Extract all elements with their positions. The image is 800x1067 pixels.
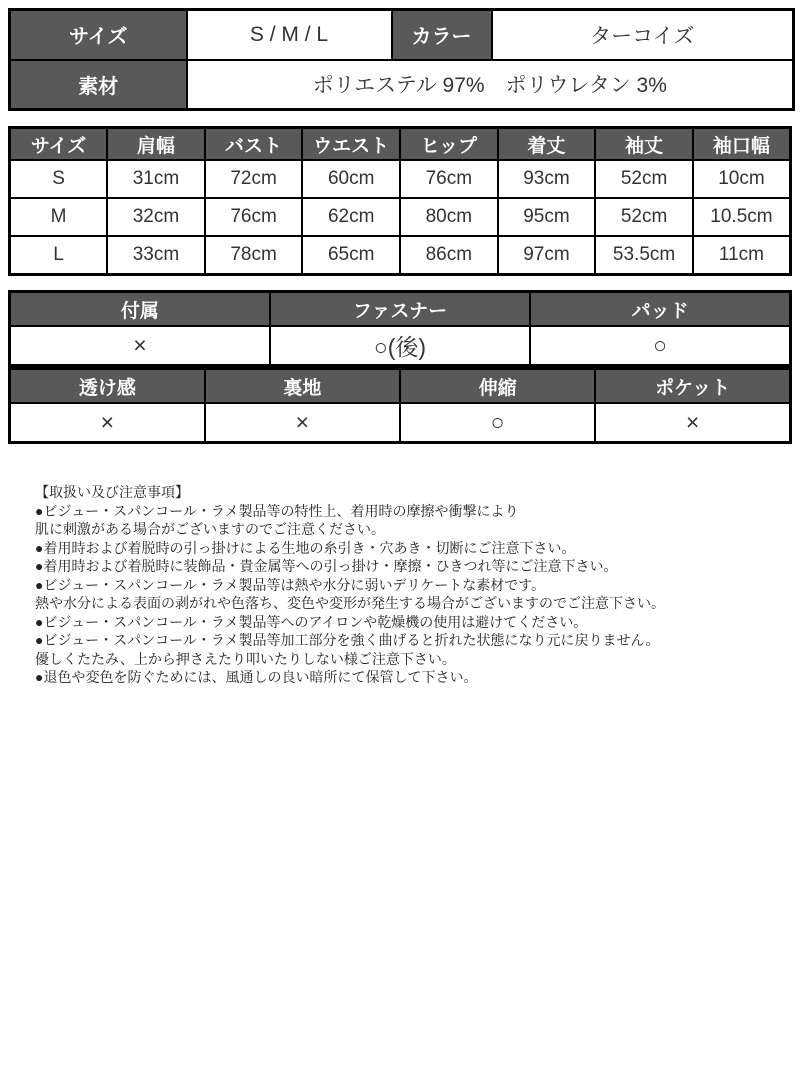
measurement-cell: 52cm <box>595 160 693 198</box>
size-label: サイズ <box>10 10 187 60</box>
measurement-cell: 95cm <box>498 198 596 236</box>
measurement-cell: 53.5cm <box>595 236 693 275</box>
column-header: ファスナー <box>270 292 530 327</box>
care-note-line: ●着用時および着脱時に装飾品・貴金属等への引っ掛け・摩擦・ひきつれ等にご注意下さい。 <box>35 558 618 574</box>
care-note-line: ●ビジュー・スパンコール・ラメ製品等加工部分を強く曲げると折れた状態になり元に戻りません。 <box>35 632 660 648</box>
column-header: ポケット <box>595 369 790 404</box>
material-value: ポリエステル 97% ポリウレタン 3% <box>187 60 794 110</box>
care-note-line: 優しくたたみ、上から押さえたり叩いたりしない様ご注意下さい。 <box>35 650 456 667</box>
table-row-size-m <box>10 198 791 236</box>
measurement-cell: 80cm <box>400 198 498 236</box>
measurement-cell: 62cm <box>302 198 400 236</box>
table-header-row <box>10 128 791 161</box>
table-row <box>10 326 791 366</box>
column-header: ヒップ <box>400 128 498 161</box>
feature-value-cell: × <box>205 403 400 443</box>
column-header: 透け感 <box>10 369 205 404</box>
column-header: サイズ <box>10 128 108 161</box>
size-name-cell: M <box>10 198 108 236</box>
column-header: 着丈 <box>498 128 596 161</box>
feature-value-cell: × <box>595 403 790 443</box>
care-note-line: ●退色や変色を防ぐためには、風通しの良い暗所にて保管して下さい。 <box>35 669 478 685</box>
table-row-size-l <box>10 236 791 275</box>
column-header: 袖口幅 <box>693 128 791 161</box>
column-header: 肩幅 <box>107 128 205 161</box>
measurement-cell: 65cm <box>302 236 400 275</box>
product-info-table <box>8 8 795 111</box>
care-note-line: ●ビジュー・スパンコール・ラメ製品等は熱や水分に弱いデリケートな素材です。 <box>35 576 546 593</box>
measurement-cell: 78cm <box>205 236 303 275</box>
table-header-row <box>10 369 791 404</box>
measurement-cell: 31cm <box>107 160 205 198</box>
feature-value-cell: ○(後) <box>270 326 530 366</box>
care-note-line: ●着用時および着脱時の引っ掛けによる生地の糸引き・穴あき・切断にご注意下さい。 <box>35 539 576 556</box>
features-table-2 <box>8 367 792 444</box>
measurement-cell: 60cm <box>302 160 400 198</box>
feature-value-cell: × <box>10 403 205 443</box>
care-note-line: ●ビジュー・スパンコール・ラメ製品等の特性上、着用時の摩擦や衝撃により <box>35 502 519 519</box>
color-label: カラー <box>392 10 492 60</box>
size-value: S / M / L <box>187 10 392 60</box>
column-header: 裏地 <box>205 369 400 404</box>
size-name-cell: L <box>10 236 108 275</box>
table-row-size-s <box>10 160 791 198</box>
features-table-1 <box>8 290 792 367</box>
column-header: 袖丈 <box>595 128 693 161</box>
care-notes-title: 【取扱い及び注意事項】 <box>35 484 189 500</box>
feature-value-cell: ○ <box>530 326 790 366</box>
care-note-line: 肌に刺激がある場合がございますのでご注意ください。 <box>35 521 385 537</box>
table-row <box>10 403 791 443</box>
color-value: ターコイズ <box>492 10 794 60</box>
column-header: 伸縮 <box>400 369 595 404</box>
column-header: パッド <box>530 292 790 327</box>
feature-value-cell: ○ <box>400 403 595 443</box>
care-notes <box>35 483 775 687</box>
measurement-cell: 93cm <box>498 160 596 198</box>
measurement-cell: 52cm <box>595 198 693 236</box>
measurement-cell: 10.5cm <box>693 198 791 236</box>
column-header: ウエスト <box>302 128 400 161</box>
measurement-cell: 32cm <box>107 198 205 236</box>
measurement-cell: 72cm <box>205 160 303 198</box>
material-label: 素材 <box>10 60 187 110</box>
column-header: 付属 <box>10 292 270 327</box>
measurements-table <box>8 126 792 276</box>
column-header: バスト <box>205 128 303 161</box>
measurement-cell: 11cm <box>693 236 791 275</box>
care-note-line: 熱や水分による表面の剥がれや色落ち、変色や変形が発生する場合がございますのでご注意下さい。 <box>35 595 665 611</box>
measurement-cell: 76cm <box>205 198 303 236</box>
feature-value-cell: × <box>10 326 270 366</box>
measurement-cell: 10cm <box>693 160 791 198</box>
table-row <box>10 60 794 110</box>
measurement-cell: 97cm <box>498 236 596 275</box>
measurement-cell: 86cm <box>400 236 498 275</box>
measurement-cell: 76cm <box>400 160 498 198</box>
measurement-cell: 33cm <box>107 236 205 275</box>
table-header-row <box>10 292 791 327</box>
size-name-cell: S <box>10 160 108 198</box>
care-note-line: ●ビジュー・スパンコール・ラメ製品等へのアイロンや乾燥機の使用は避けてください。 <box>35 613 588 630</box>
table-row <box>10 10 794 60</box>
